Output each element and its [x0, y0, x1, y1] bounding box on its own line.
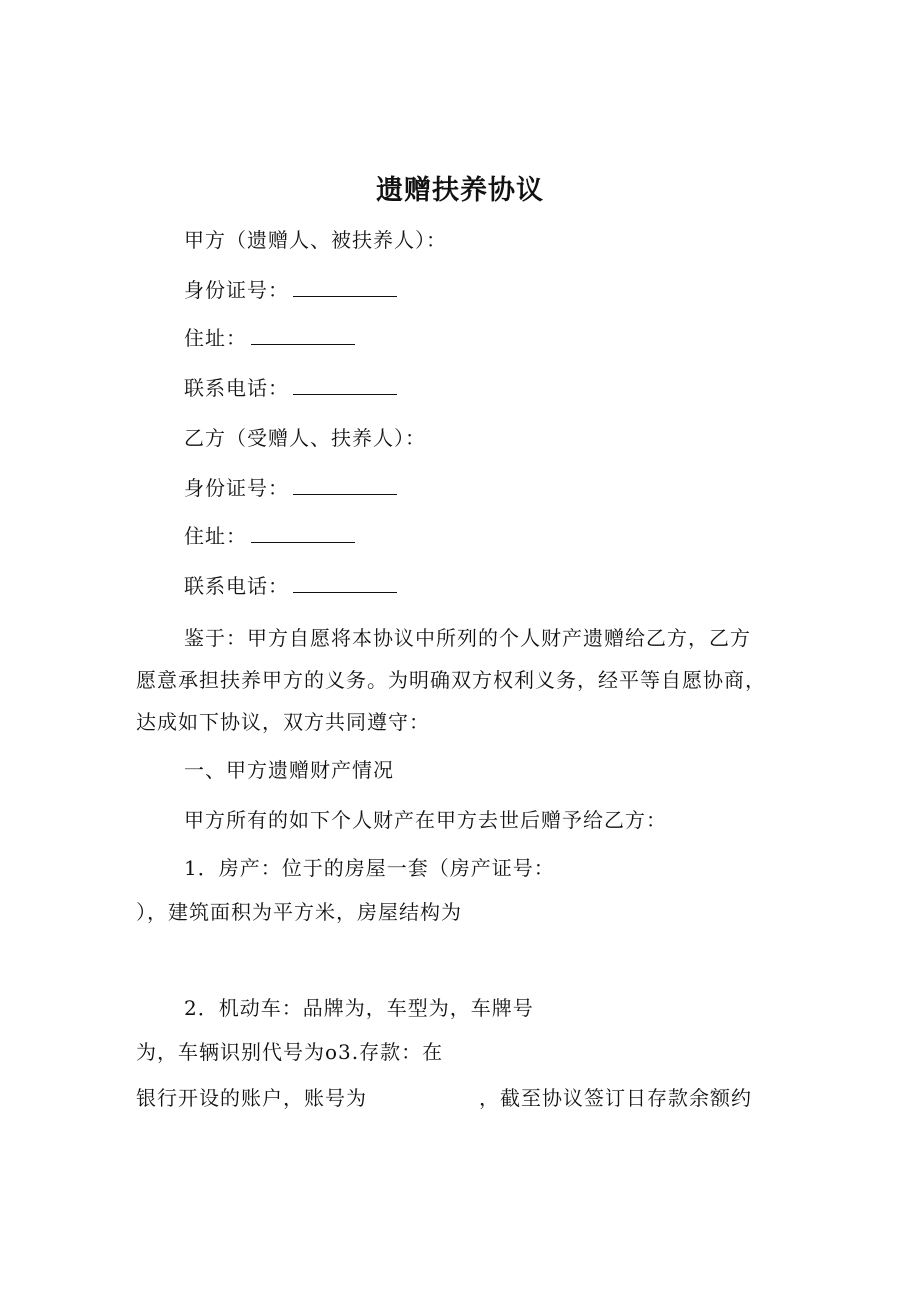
party-b-phone-row — [184, 572, 397, 600]
preamble-line-2: 愿意承担扶养甲方的义务。为明确双方权利义务，经平等自愿协商， — [136, 668, 766, 692]
document-title: 遗赠扶养协议 — [376, 175, 544, 206]
party-a-phone-blank — [293, 374, 397, 395]
party-a-phone-row — [184, 374, 397, 402]
item-2-line-2: 为，车辆识别代号为o3.存款：在 — [136, 1040, 444, 1064]
section-1-heading: 一、甲方遗赠财产情况 — [184, 758, 394, 782]
party-b-id-blank — [293, 474, 397, 495]
item-3-line-1 — [136, 1084, 752, 1112]
preamble-line-3: 达成如下协议，双方共同遵守： — [136, 710, 430, 734]
party-a-address-blank — [251, 324, 355, 345]
item-1-line-1: 1．房产：位于的房屋一套（房产证号： — [184, 856, 555, 880]
preamble-line-1: 鉴于：甲方自愿将本协议中所列的个人财产遗赠给乙方，乙方 — [184, 626, 751, 650]
party-b-heading: 乙方（受赠人、扶养人）： — [184, 426, 426, 450]
section-1-intro: 甲方所有的如下个人财产在甲方去世后赠予给乙方： — [184, 808, 667, 832]
party-a-heading: 甲方（遗赠人、被扶养人）： — [184, 228, 447, 252]
party-a-phone-label: 联系电话： — [184, 376, 289, 400]
item-3-text-a: 银行开设的账户，账号为 — [136, 1086, 367, 1110]
party-a-address-label: 住址： — [184, 326, 247, 350]
party-b-address-label: 住址： — [184, 524, 247, 548]
party-a-id-row — [184, 276, 397, 304]
party-b-address-row — [184, 522, 355, 550]
party-a-id-blank — [293, 276, 397, 297]
party-b-phone-blank — [293, 572, 397, 593]
party-b-address-blank — [251, 522, 355, 543]
party-b-id-label: 身份证号： — [184, 476, 289, 500]
party-b-id-row — [184, 474, 397, 502]
item-2-line-1: 2．机动车：品牌为，车型为，车牌号 — [184, 996, 534, 1020]
item-3-text-b: ，截至协议签订日存款余额约 — [479, 1086, 752, 1110]
party-b-phone-label: 联系电话： — [184, 574, 289, 598]
party-a-id-label: 身份证号： — [184, 278, 289, 302]
item-1-line-2: ），建筑面积为平方米，房屋结构为 — [136, 900, 462, 924]
party-a-address-row — [184, 324, 355, 352]
